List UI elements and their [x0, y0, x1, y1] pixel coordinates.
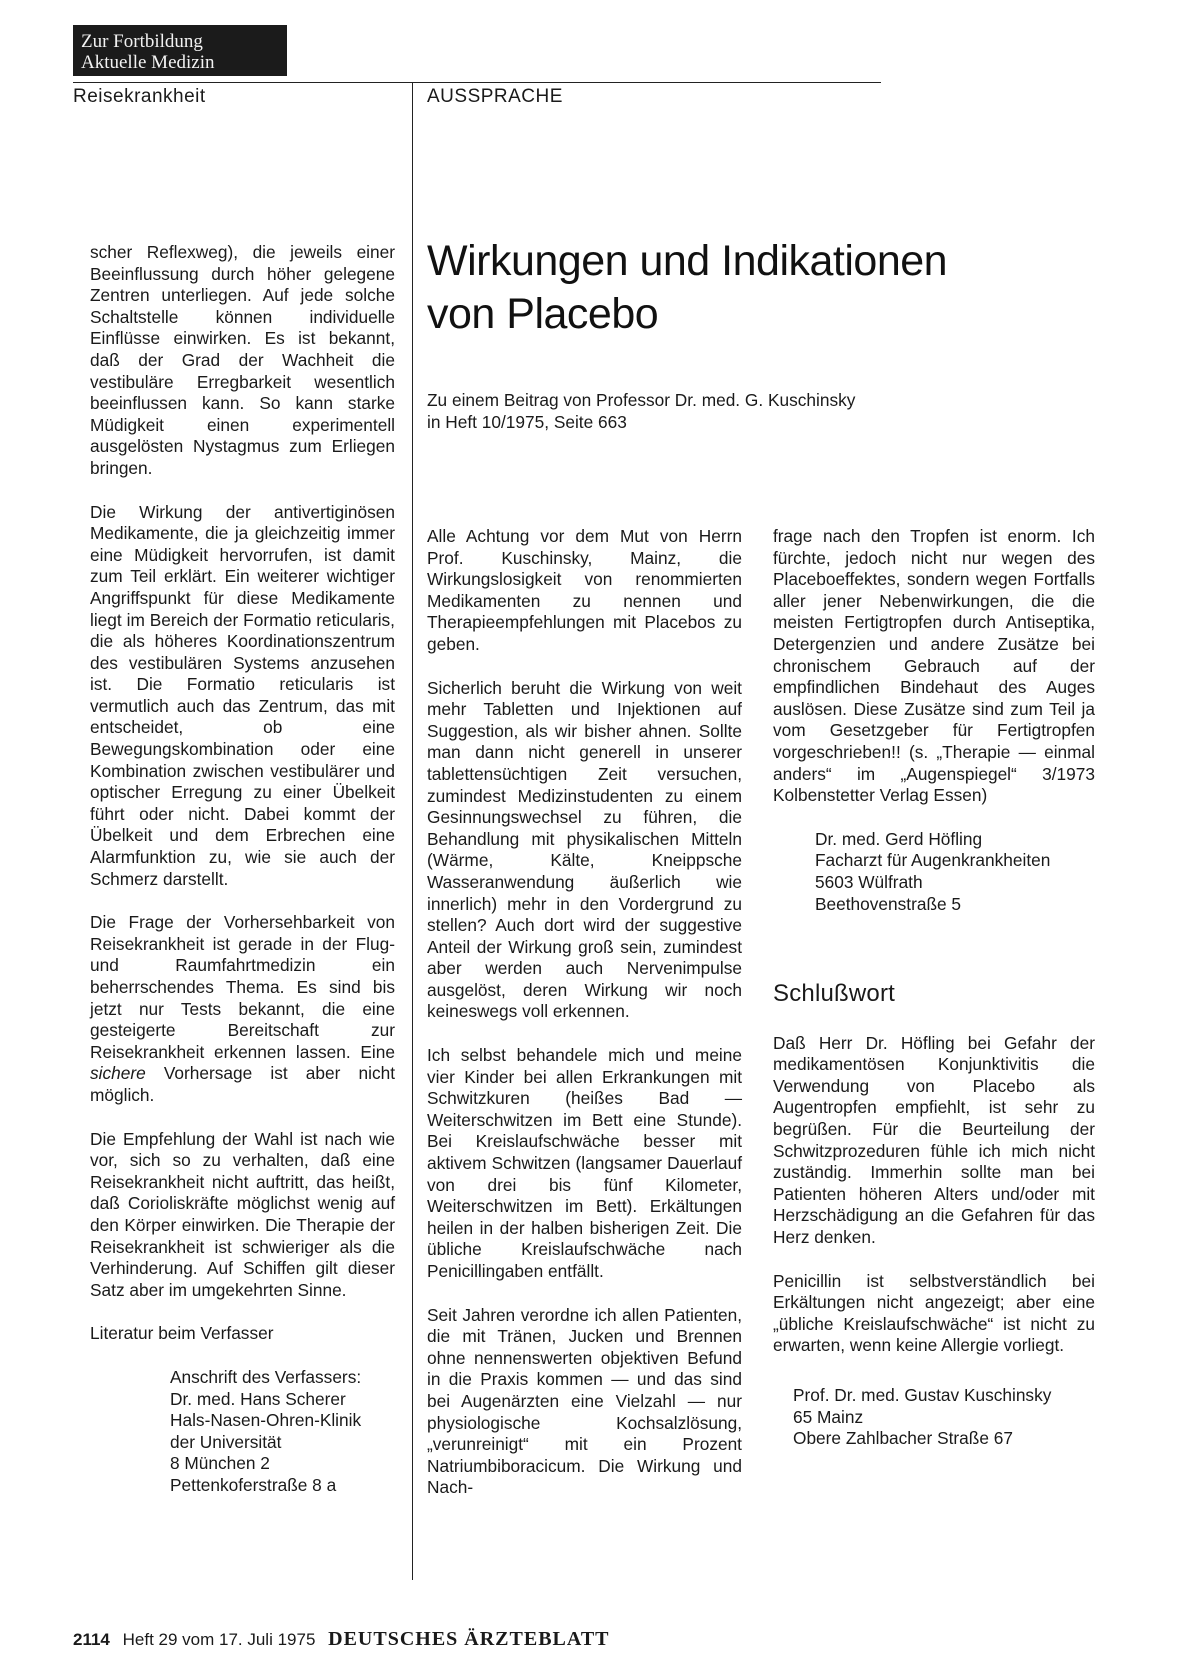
address-line: Dr. med. Hans Scherer: [170, 1388, 346, 1409]
author-address-kuschinsky: [773, 1385, 1095, 1450]
column-divider: [412, 82, 413, 1580]
title-line-1: Wirkungen und Indikationen: [427, 237, 948, 285]
address-line: Anschrift des Verfassers:: [170, 1366, 362, 1387]
address-line: Facharzt für Augenkrankheiten: [815, 850, 1051, 871]
magazine-name: DEUTSCHES ÄRZTEBLATT: [328, 1628, 610, 1650]
left-paragraph-3-start: Die Frage der Vorhersehbarkeit von Reisekrankheit ist gerade in der Flug- und Raumfahrtmedizin ein beherrschendes Thema. Es sind bis jetzt nur Tests bekannt, die eine gesteigerte Bereitschaft zur Reisekrankheit erkennen lassen. Eine: [90, 912, 395, 1062]
article-subtitle: [427, 390, 987, 433]
author-address-hoefling: [773, 829, 1095, 915]
title-line-2: von Placebo: [427, 290, 659, 338]
literature-note: Literatur beim Verfasser: [90, 1323, 274, 1344]
closing-heading: Schlußwort: [773, 980, 896, 1008]
badge-line-2: Aktuelle Medizin: [81, 52, 215, 73]
section-label-left: Reisekrankheit: [73, 86, 206, 107]
author-address-scherer: [90, 1367, 395, 1497]
middle-column: [427, 526, 742, 1499]
right-column: [773, 526, 1095, 1450]
section-label-right: AUSSPRACHE: [427, 86, 563, 107]
address-line: 65 Mainz: [793, 1406, 864, 1427]
left-column: [90, 242, 395, 1496]
address-line: 5603 Wülfrath: [815, 871, 923, 892]
right-paragraph-1: frage nach den Tropfen ist enorm. Ich fürchte, jedoch nicht nur wegen des Placeboeffektes, sondern wegen Fortfalls aller jener Nebenwirkungen, die die meisten Fertigtropfen durch Antiseptika, Detergenzien und andere Zusätze bei chronischem Gebrauch auf der empfindlichen Bindehaut des Auges auslösen. Diese Zusätze sind zum Teil ja vom Gesetzgeber für Fertigtropfen vorgeschrieben!! (s. „Therapie — einmal anders“ im „Augenspiegel“ 3/1973 Kolbenstetter Verlag Essen): [773, 526, 1095, 806]
left-paragraph-3-emphasis: sichere: [90, 1063, 146, 1084]
address-line: Dr. med. Gerd Höfling: [815, 828, 983, 849]
middle-paragraph-1: Alle Achtung vor dem Mut von Herrn Prof. Kuschinsky, Mainz, die Wirkungslosigkeit von renommierten Medikamenten zu nennen und Therapieempfehlungen mit Placebos zu geben.: [427, 526, 742, 654]
address-line: Obere Zahlbacher Straße 67: [793, 1428, 1013, 1449]
page-footer: [73, 1628, 610, 1651]
address-line: Prof. Dr. med. Gustav Kuschinsky: [793, 1385, 1052, 1405]
issue-info: Heft 29 vom 17. Juli 1975: [122, 1630, 316, 1649]
article-title: [427, 235, 987, 341]
address-line: der Universität: [170, 1431, 282, 1452]
address-line: 8 München 2: [170, 1453, 270, 1474]
subtitle-line-1: Zu einem Beitrag von Professor Dr. med. G. Kuschinsky: [427, 390, 856, 410]
left-paragraph-3-end: Vorhersage ist aber nicht möglich.: [90, 1063, 395, 1105]
header-rule: [73, 82, 881, 83]
middle-paragraph-4: Seit Jahren verordne ich allen Patienten, die mit Tränen, Jucken und Brennen ohne nennenswerten objektiven Befund in die Praxis kommen — und das sind bei Augenärzten eine Vielzahl — nur physiologische Kochsalzlösung, „verunreinigt“ mit ein Prozent Natriumbiboracicum. Die Wirkung und Nach-: [427, 1304, 742, 1498]
series-badge: [73, 25, 287, 76]
left-paragraph-1: scher Reflexweg), die jeweils einer Beeinflussung durch höher gelegene Zentren unterliegen. Auf jede solche Schaltstelle können individuelle Einflüsse einwirken. Es ist bekannt, daß der Grad der Wachheit die vestibuläre Erregbarkeit wesentlich beeinflussen kann. So kann starke Müdigkeit einen experimentell ausgelösten Nystagmus zum Erliegen bringen.: [90, 242, 395, 478]
left-paragraph-3: [90, 912, 395, 1106]
right-paragraph-2: Daß Herr Dr. Höfling bei Gefahr der medikamentösen Konjunktivitis die Verwendung von Placebo als Augentropfen empfiehlt, ist sehr zu begrüßen. Für die Beurteilung der Schwitzprozeduren fühle ich mich nicht zuständig. Immerhin sollte man bei Patienten höheren Alters und/oder mit Herzschädigung an die Gefahren für das Herz denken.: [773, 1032, 1095, 1248]
address-line: Hals-Nasen-Ohren-Klinik: [170, 1410, 362, 1431]
address-line: Beethovenstraße 5: [815, 893, 962, 914]
badge-line-1: Zur Fortbildung: [81, 31, 203, 52]
left-paragraph-2: Die Wirkung der antivertiginösen Medikamente, die ja gleichzeitig immer eine Müdigkeit hervorrufen, ist damit zum Teil erklärt. Ein weiterer wichtiger Angriffspunkt für diese Medikamente liegt im Bereich der Formatio reticularis, die als höheres Koordinationszentrum des vestibulären Systems anzusehen ist. Die Formatio reticularis ist vermutlich auch das Zentrum, das mit entscheidet, ob eine Bewegungskombination oder eine Kombination zwischen vestibulärer und optischer Erregung zu einer Übelkeit führt oder nicht. Dabei kommt der Übelkeit und dem Erbrechen eine Alarmfunktion zu, wie sie auch der Schmerz darstellt.: [90, 501, 395, 889]
middle-paragraph-3: Ich selbst behandele mich und meine vier Kinder bei allen Erkrankungen mit Schwitzkuren (heißes Bad — Weiterschwitzen im Bett eine Stunde). Bei Kreislaufschwäche besser mit aktivem Schwitzen (langsamer Dauerlauf von drei bis fünf Kilometer, Weiterschwitzen im Bett). Erkältungen heilen in der halben bisherigen Zeit. Die übliche Kreislaufschwäche nach Penicillingaben entfällt.: [427, 1045, 742, 1281]
left-paragraph-4: Die Empfehlung der Wahl ist nach wie vor, sich so zu verhalten, daß eine Reisekrankheit nicht auftritt, das heißt, daß Corioliskräfte möglichst wenig auf den Körper einwirken. Die Therapie der Reisekrankheit ist schwieriger als die Verhinderung. Auf Schiffen gilt dieser Satz aber im umgekehrten Sinne.: [90, 1128, 395, 1300]
address-line: Pettenkoferstraße 8 a: [170, 1474, 337, 1495]
right-paragraph-3: Penicillin ist selbstverständlich bei Erkältungen nicht angezeigt; aber eine „übliche Kreislaufschwäche“ ist nicht zu erwarten, wenn keine Allergie vorliegt.: [773, 1270, 1095, 1356]
subtitle-line-2: in Heft 10/1975, Seite 663: [427, 411, 627, 432]
middle-paragraph-2: Sicherlich beruht die Wirkung von weit mehr Tabletten und Injektionen auf Suggestion, als wir bisher ahnen. Sollte man dann nicht generell in unserer tablettensüchtigen Zeit versuchen, zumindest Medizinstudenten zu einem Gesinnungswechsel zu führen, die Behandlung mit physikalischen Mitteln (Wärme, Kälte, Kneippsche Wasseranwendung äußerlich wie innerlich) mehr in den Vordergrund zu stellen? Auch dort wird der suggestive Anteil der Wirkung groß sein, zumindest aber werden auch Nervenimpulse ausgelöst, deren Wirkung wir noch keineswegs voll erkennen.: [427, 677, 742, 1022]
page-number: 2114: [73, 1630, 110, 1649]
